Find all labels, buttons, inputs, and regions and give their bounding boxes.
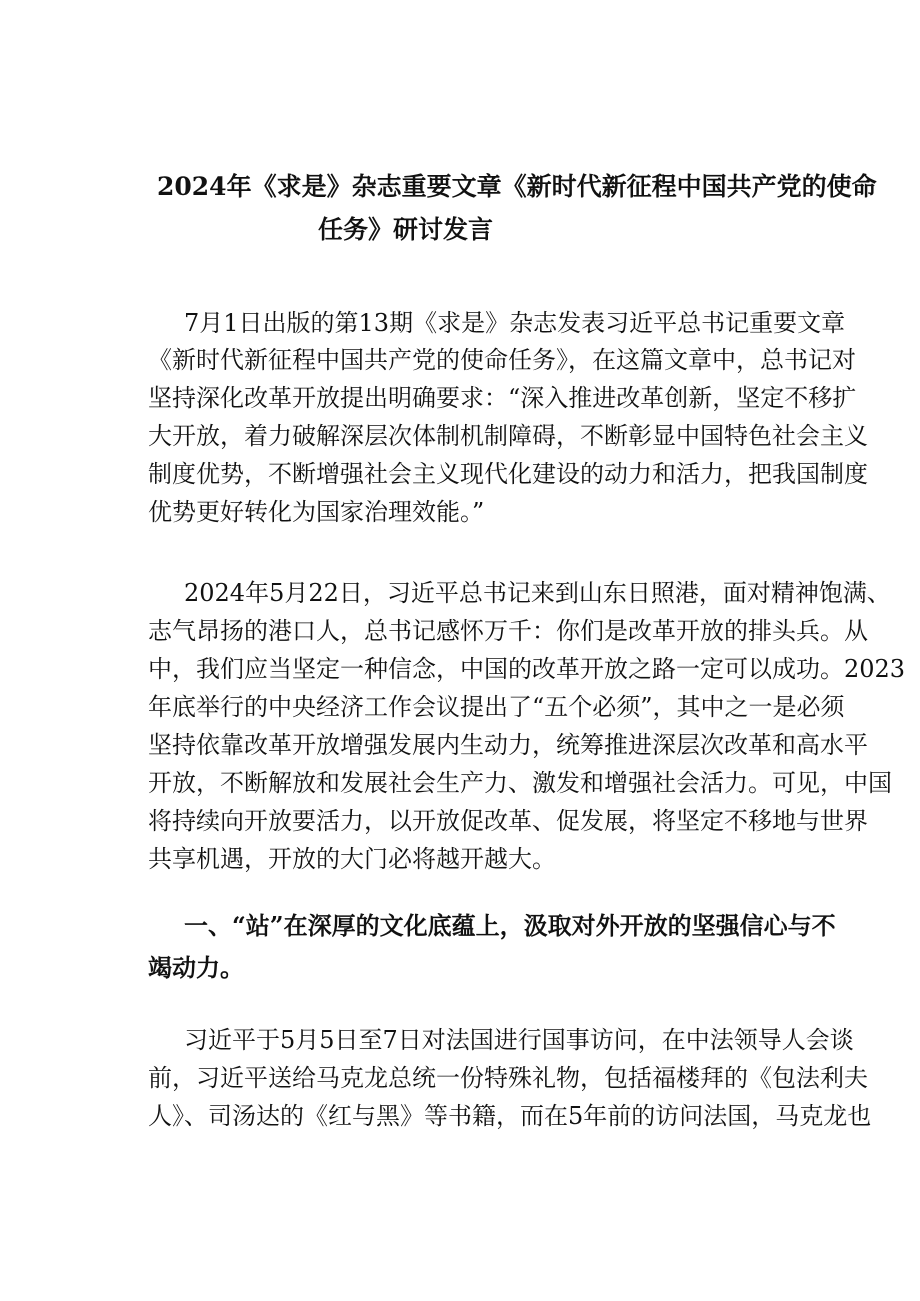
paragraph-2-line: 共享机遇，开放的大门必将越开越大。 (148, 845, 556, 873)
section-heading-line: 竭动力。 (148, 953, 244, 982)
paragraph-3-line: 习近平于5月5日至7日对法国进行国事访问，在中法领导人会谈 (184, 1026, 854, 1054)
paragraph-2-line: 坚持依靠改革开放增强发展内生动力，统筹推进深层次改革和高水平 (148, 731, 868, 759)
section-heading-line: 一、“站”在深厚的文化底蕴上，汲取对外开放的坚强信心与不 (184, 911, 836, 940)
paragraph-1-line: 《新时代新征程中国共产党的使命任务》，在这篇文章中，总书记对 (148, 346, 856, 374)
paragraph-1-line: 坚持深化改革开放提出明确要求：“深入推进改革创新，坚定不移扩 (148, 384, 857, 412)
paragraph-1-line: 大开放，着力破解深层次体制机制障碍，不断彰显中国特色社会主义 (148, 422, 868, 450)
document-title-line-2: 任务》研讨发言 (318, 215, 494, 244)
paragraph-1-line: 优势更好转化为国家治理效能。” (148, 498, 485, 526)
paragraph-2-line: 将持续向开放要活力，以开放促改革、促发展，将坚定不移地与世界 (148, 807, 868, 835)
paragraph-2-line: 开放，不断解放和发展社会生产力、激发和增强社会活力。可见，中国 (148, 769, 892, 797)
paragraph-3-line: 前，习近平送给马克龙总统一份特殊礼物，包括福楼拜的《包法利夫 (148, 1064, 868, 1092)
paragraph-2-line: 志气昂扬的港口人，总书记感怀万千：你们是改革开放的排头兵。从 (148, 617, 868, 645)
paragraph-2-line: 年底举行的中央经济工作会议提出了“五个必须”，其中之一是必须 (148, 693, 845, 721)
paragraph-1-line: 7月1日出版的第13期《求是》杂志发表习近平总书记重要文章 (184, 309, 846, 337)
paragraph-2-line: 中，我们应当坚定一种信念，中国的改革开放之路一定可以成功。2023 (148, 655, 906, 683)
paragraph-2-line: 2024年5月22日，习近平总书记来到山东日照港，面对精神饱满、 (184, 579, 891, 607)
paragraph-1-line: 制度优势，不断增强社会主义现代化建设的动力和活力，把我国制度 (148, 460, 868, 488)
paragraph-3-line: 人》、司汤达的《红与黑》等书籍，而在5年前的访问法国，马克龙也 (148, 1102, 872, 1130)
document-title-line-1: 2024年《求是》杂志重要文章《新时代新征程中国共产党的使命 (157, 172, 877, 201)
